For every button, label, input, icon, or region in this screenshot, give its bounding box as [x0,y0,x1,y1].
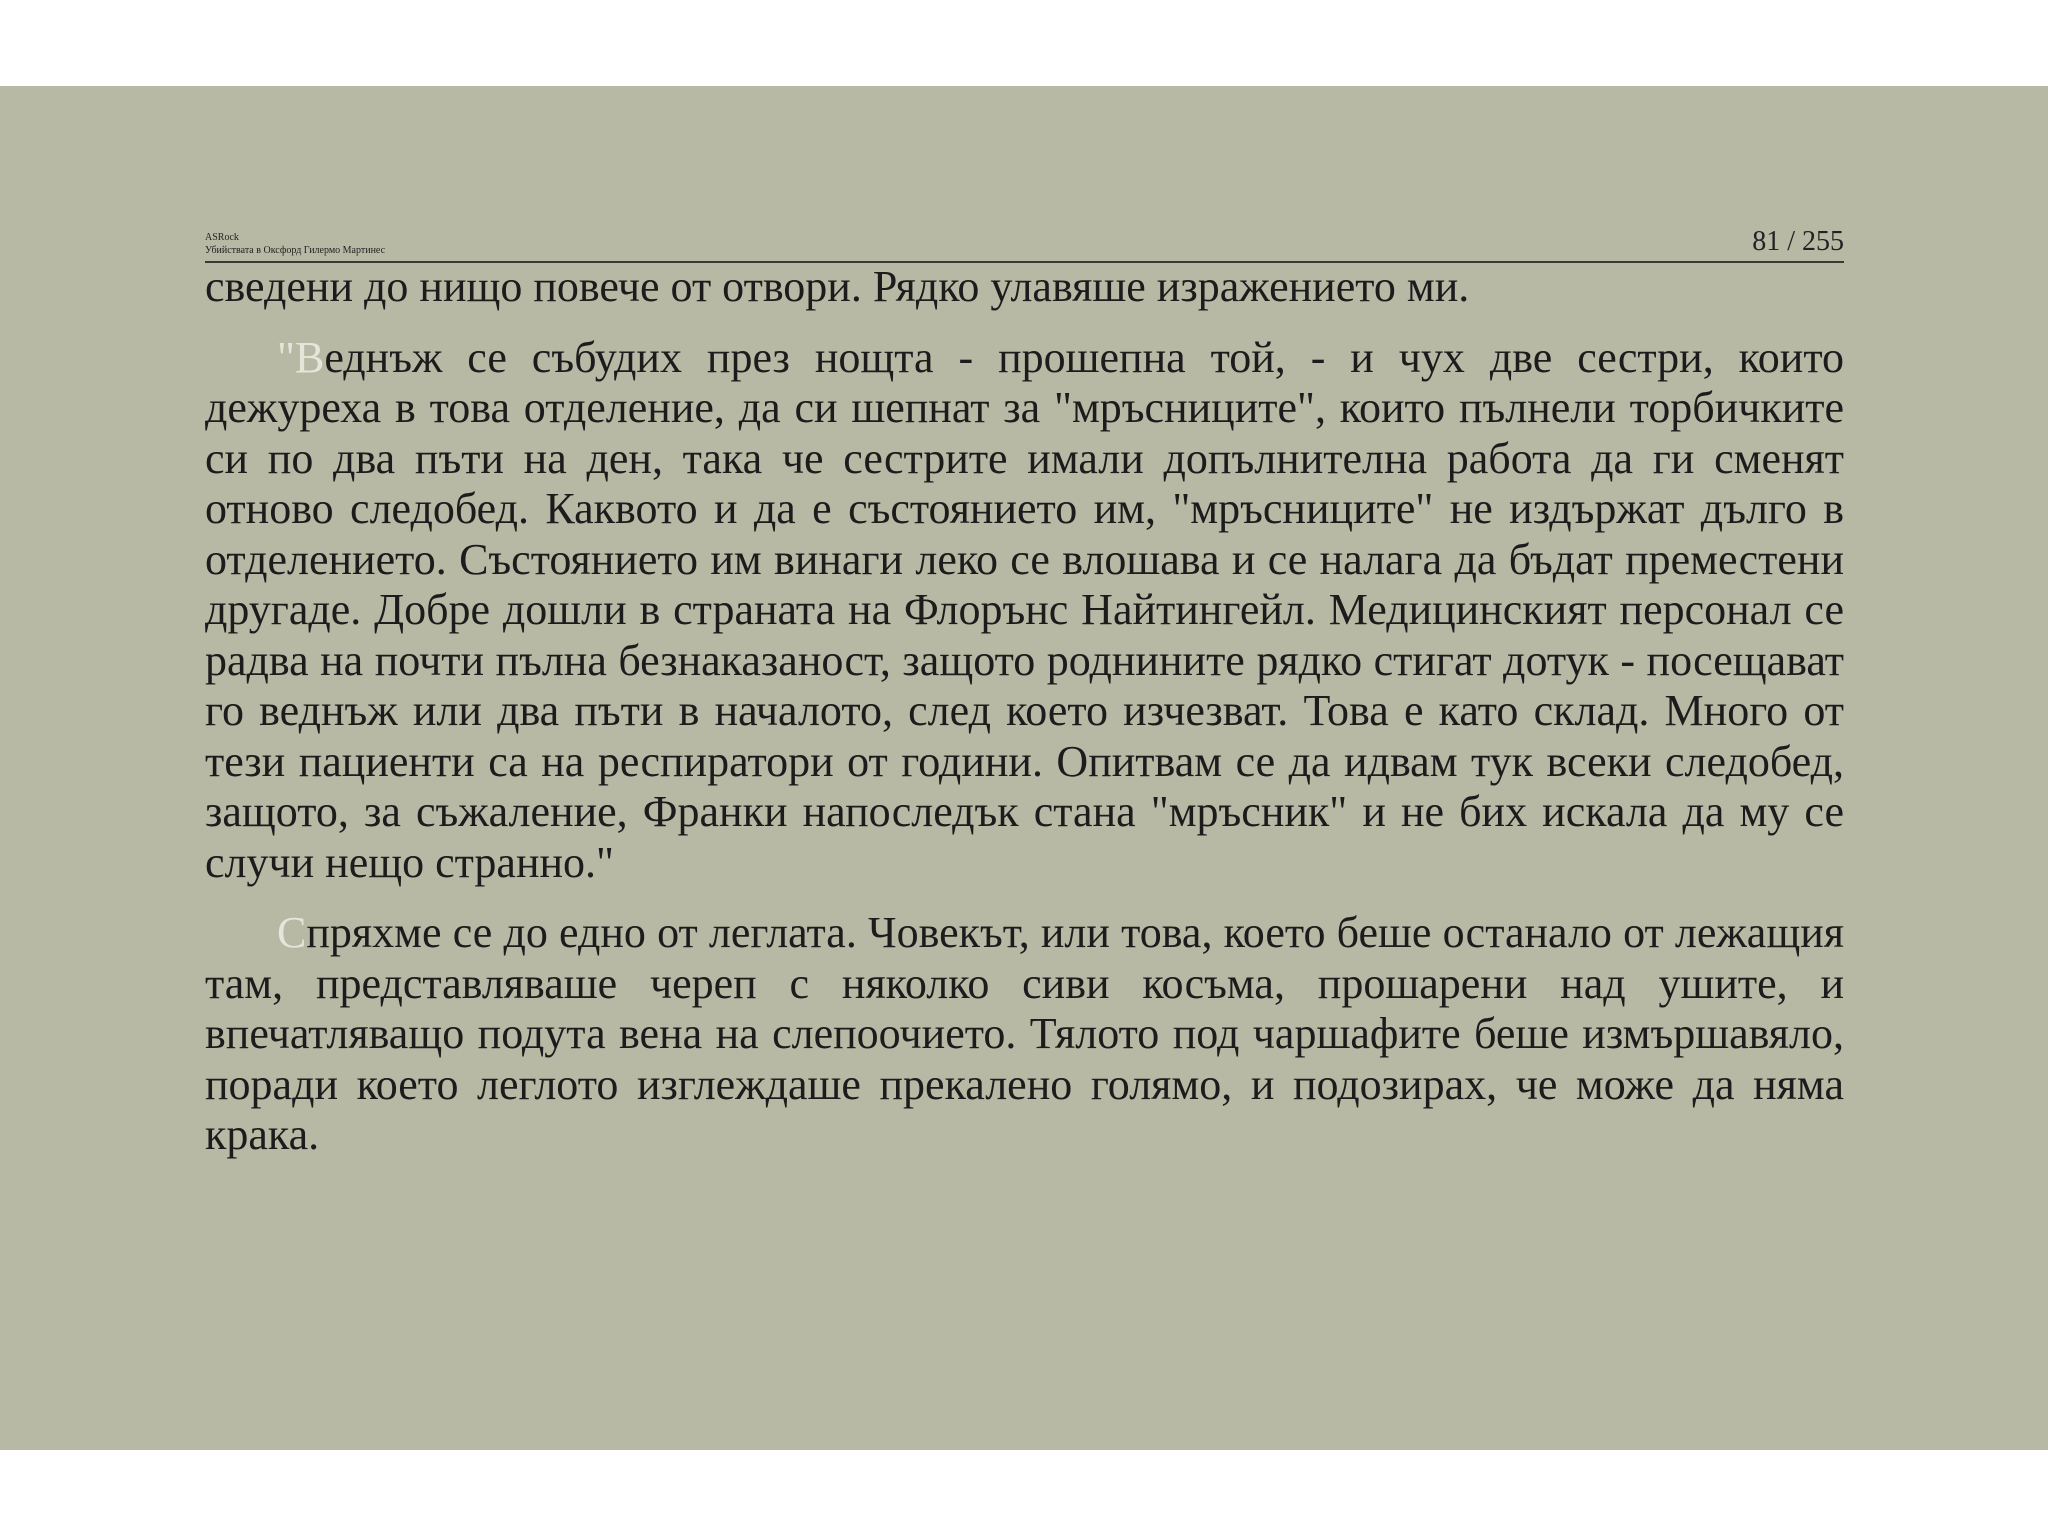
drop-cap: "В [277,332,325,382]
page-header [205,135,1844,263]
paragraph-text: пряхме се до едно от леглата. Човекът, или това, което беше останало от лежащия там, представляваше череп с няколко сиви косъма, прошарени над ушите, и впечатляващо подута вена на слепоочието. Тялото под чаршафите беше измършавяло, поради което леглото изглеждаше прекалено голямо, и подозирах, че може да няма крака. [205,908,1844,1159]
paragraph [205,908,1844,1161]
publisher-label: ASRock [205,232,239,243]
page-indicator: 81 / 255 [1752,226,1844,257]
book-text [205,262,1844,1161]
paragraph [205,333,1844,889]
paragraph: сведени до нищо повече от отвори. Рядко улавяше изражението ми. [205,262,1470,311]
paragraph-text: еднъж се събудих през нощта - прошепна той, - и чух две сестри, които дежуреха в това отделение, да си шепнат за "мръсниците", които пълнели торбичките си по два пъти на ден, така че сестрите имали допълнителна работа да ги сменят отново следобед. Каквото и да е състоянието им, "мръсниците" не издържат дълго в отделението. Състоянието им винаги леко се влошава и се налага да бъдат преместени другаде. Добре дошли в страната на Флорънс Найтингейл. Медицинският персонал се радва на почти пълна безнаказаност, защото роднините рядко стигат дотук - посещават го веднъж или два пъти в началото, след което изчезват. Това е като склад. Много от тези пациенти са на респиратори от години. Опитвам се да идвам тук всеки следобед, защото, за съжаление, Франки напоследък стана "мръсник" и не бих искала да му се случи нещо странно." [205,332,1844,887]
header-meta [205,231,385,257]
drop-cap: С [277,908,307,957]
book-title-label: Убийствата в Оксфорд Гилермо Мартинес [205,245,386,256]
